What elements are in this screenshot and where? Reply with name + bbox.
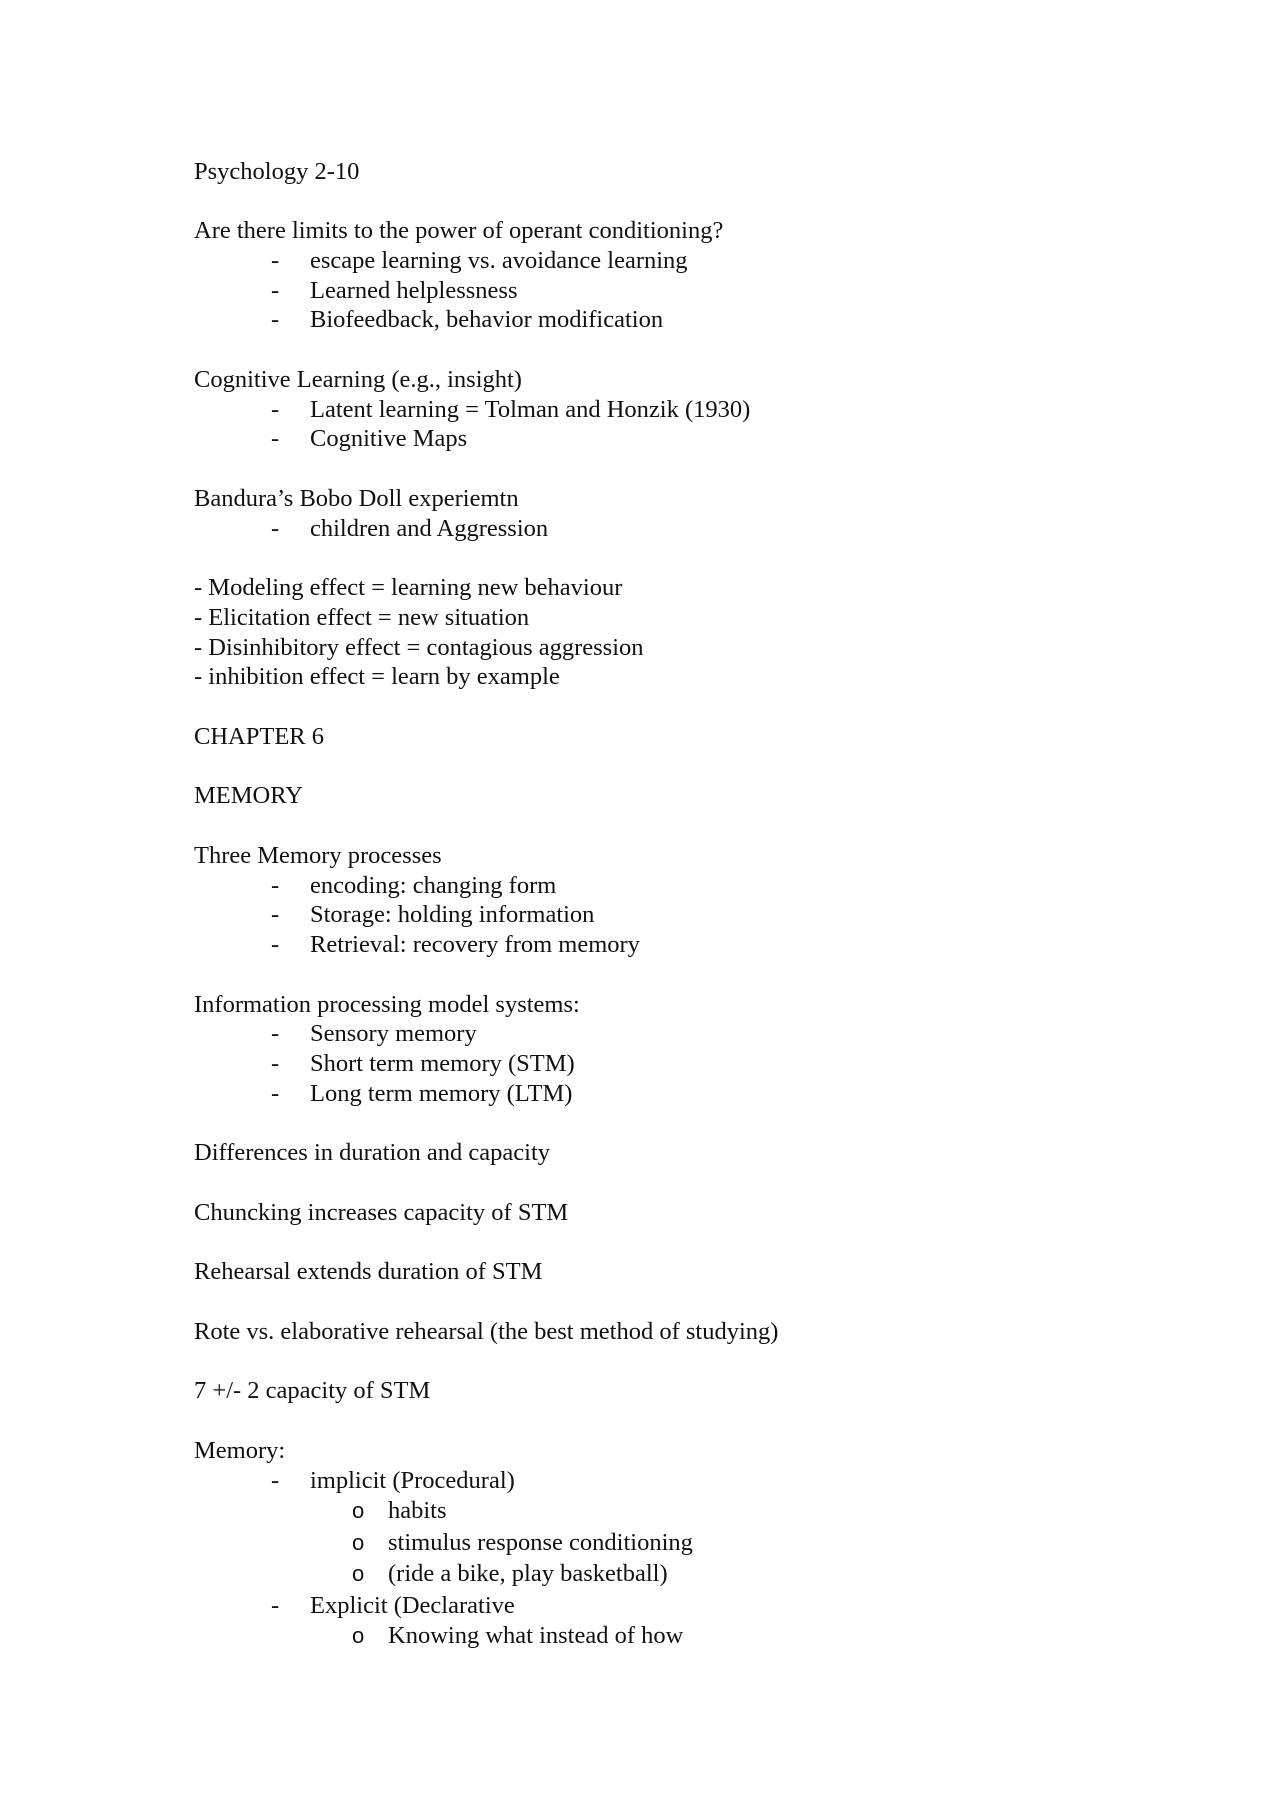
ipm-item-sensory: Sensory memory [310, 1020, 477, 1047]
ipm-heading: Information processing model systems: [194, 991, 580, 1018]
document-title: Psychology 2-10 [194, 158, 360, 185]
chapter-heading: CHAPTER 6 [194, 723, 325, 750]
operant-item-escape: escape learning vs. avoidance learning [310, 247, 688, 274]
bandura-heading: Bandura’s Bobo Doll experiemtn [194, 485, 519, 512]
implicit-item-examples: (ride a bike, play basketball) [388, 1560, 668, 1587]
circle-bullet: o [352, 1561, 365, 1586]
circle-bullet: o [352, 1498, 365, 1523]
dash-bullet: - [271, 1592, 280, 1619]
effect-elicitation: - Elicitation effect = new situation [194, 604, 530, 631]
process-item-storage: Storage: holding information [310, 901, 595, 928]
implicit-item-conditioning: stimulus response conditioning [388, 1529, 693, 1556]
processes-heading: Three Memory processes [194, 842, 442, 869]
circle-bullet: o [352, 1623, 365, 1648]
dash-bullet: - [271, 872, 280, 899]
cognitive-item-maps: Cognitive Maps [310, 425, 468, 452]
operant-question: Are there limits to the power of operant conditioning? [194, 217, 724, 244]
dash-bullet: - [271, 901, 280, 928]
memory-title: MEMORY [194, 782, 303, 809]
cognitive-item-latent: Latent learning = Tolman and Honzik (1930) [310, 396, 751, 423]
dash-bullet: - [271, 425, 280, 452]
cognitive-heading: Cognitive Learning (e.g., insight) [194, 366, 522, 393]
statement-duration-capacity: Differences in duration and capacity [194, 1139, 551, 1166]
dash-bullet: - [271, 515, 280, 542]
dash-bullet: - [271, 1020, 280, 1047]
circle-bullet: o [352, 1530, 365, 1555]
dash-bullet: - [271, 247, 280, 274]
dash-bullet: - [271, 1467, 280, 1494]
dash-bullet: - [271, 396, 280, 423]
ipm-item-stm: Short term memory (STM) [310, 1050, 575, 1077]
operant-item-helplessness: Learned helplessness [310, 277, 518, 304]
statement-rote-elaborative: Rote vs. elaborative rehearsal (the best method of studying) [194, 1318, 779, 1345]
explicit-item-knowing: Knowing what instead of how [388, 1622, 684, 1649]
effect-inhibition: - inhibition effect = learn by example [194, 663, 560, 690]
bandura-item-children: children and Aggression [310, 515, 549, 542]
statement-capacity: 7 +/- 2 capacity of STM [194, 1377, 431, 1404]
dash-bullet: - [271, 306, 280, 333]
dash-bullet: - [271, 1050, 280, 1077]
statement-chunking: Chuncking increases capacity of STM [194, 1199, 569, 1226]
memory-types-heading: Memory: [194, 1437, 286, 1464]
ipm-item-ltm: Long term memory (LTM) [310, 1080, 573, 1107]
statement-rehearsal: Rehearsal extends duration of STM [194, 1258, 543, 1285]
process-item-retrieval: Retrieval: recovery from memory [310, 931, 640, 958]
explicit-label: Explicit (Declarative [310, 1592, 515, 1619]
implicit-item-habits: habits [388, 1497, 447, 1524]
effect-disinhibitory: - Disinhibitory effect = contagious aggression [194, 634, 644, 661]
dash-bullet: - [271, 931, 280, 958]
implicit-label: implicit (Procedural) [310, 1467, 515, 1494]
process-item-encoding: encoding: changing form [310, 872, 557, 899]
dash-bullet: - [271, 1080, 280, 1107]
dash-bullet: - [271, 277, 280, 304]
operant-item-biofeedback: Biofeedback, behavior modification [310, 306, 664, 333]
effect-modeling: - Modeling effect = learning new behaviour [194, 574, 623, 601]
